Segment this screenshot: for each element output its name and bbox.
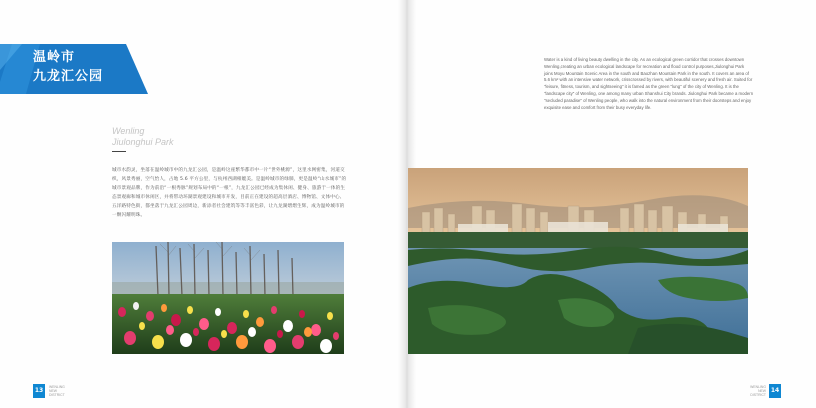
- title-line-1: 温岭市: [33, 50, 76, 65]
- folio-right-line-2: NEW: [758, 389, 766, 394]
- folio-right-line-1: WENLING: [750, 385, 766, 389]
- subtitle-line-2: Jiulonghui Park: [112, 137, 174, 147]
- divider: [112, 151, 126, 152]
- page-title: [33, 48, 103, 86]
- page-number-right: 14: [769, 384, 781, 398]
- title-line-2: 九龙汇公园: [33, 69, 104, 84]
- folio-right-line-3: DISTRICT: [750, 393, 766, 398]
- tulip-garden-photo: [112, 242, 344, 354]
- city-lake-photo: [408, 168, 748, 354]
- folio-left-line-2: NEW: [49, 389, 57, 394]
- folio-left-label: [49, 385, 65, 398]
- page-number-left: 13: [33, 384, 45, 398]
- folio-left-line-1: WENLING: [49, 385, 65, 389]
- english-body-text: Water is a kind of living beauty dwelling in the city. As an ecological green corridor that crosses downtown Wenling,creating an urban ecological landscape for recreation and flood control purposes,Jiulonghui Park joins Moyu Mountain Scenic Area in the south and Baozhan Mountain Park in the south. It covers an area of 5.6 km² with an intensive water network, crisscrossed by rivers, with beautiful scenery and fresh air. Suited for "leisure, fitness, tourism, and sightseeing" it is famed as the green "lung" of the city of Wenling. It is the "landscape city" of Wenling, one among many urban Shanshui City brands. Jiulonghui Park became a modern "secluded paradise" of Wenling people, who walk into the natural environment from their doorsteps and enjoy exquisite ease and comfort from their busy everyday life.: [544, 57, 754, 110]
- subtitle-line-1: Wenling: [112, 126, 145, 136]
- english-subtitle: [112, 126, 174, 148]
- folio-left-line-3: DISTRICT: [49, 393, 65, 398]
- chinese-body-text: 城市水韵灵，坐落在温岭城市中的九龙汇公园，是温岭这座繁华都市中一片“世外桃源”，这里水网密集，河道交织，风景秀丽，空气怡人，占地 5.6 平方公里，与杭州西湖相媲美。是温岭城市的绿肺，更是温岭“山水城市”的城市景观品牌，作为前沿“一根秀脉”规划布局中的“一根”，九龙汇公园已经成为集休闲、健身、旅游于一体的生态景观廊和城市休闲区，并将带动环湖景观建设和城市开发，目前正在建设的超高层酒店、博物馆、文体中心、五洋路特色街，都坐落于九龙汇公园周边，新添者社会建筑等等丰富色彩，让九龙湖熠熠生辉，成为温岭城市的一颗闪耀明珠。: [112, 168, 347, 218]
- folio-right-label: [748, 385, 766, 398]
- title-ribbon: [0, 44, 150, 94]
